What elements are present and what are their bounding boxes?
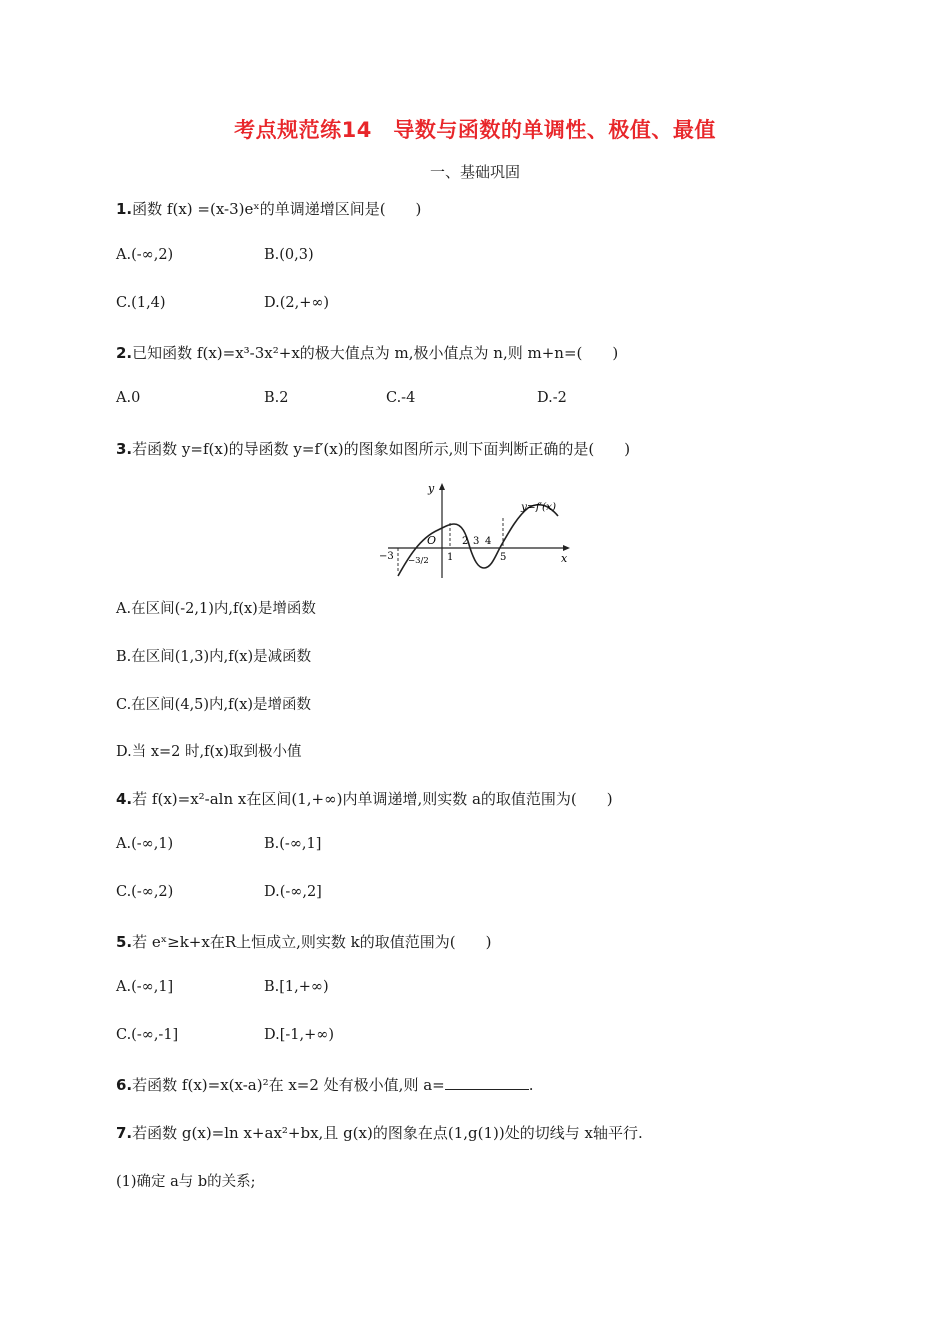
- tick-label: 2: [462, 536, 469, 547]
- option-b: B.2: [264, 390, 289, 406]
- tick-label: 1: [447, 552, 454, 563]
- y-axis-label: y: [428, 482, 435, 495]
- question-7: [116, 1122, 643, 1143]
- option-c: C.在区间(4,5)内,f(x)是增函数: [116, 697, 312, 713]
- option-b: B.(0,3): [264, 247, 314, 263]
- question-1: [116, 198, 421, 219]
- question-5: [116, 931, 491, 952]
- y-axis-arrow: [439, 483, 445, 490]
- question-number: 5.: [116, 933, 133, 951]
- option-d: D.-2: [537, 390, 567, 406]
- question-6: [116, 1074, 534, 1095]
- tick-label: 4: [485, 536, 492, 547]
- option-a: A.在区间(-2,1)内,f(x)是增函数: [116, 601, 316, 617]
- option-c: C.(1,4): [116, 295, 166, 311]
- question-4: [116, 788, 613, 809]
- question-number: 7.: [116, 1124, 133, 1142]
- x-axis-label: x: [561, 552, 568, 565]
- question-number: 3.: [116, 440, 133, 458]
- page-title: 考点规范练14 导数与函数的单调性、极值、最值: [234, 118, 716, 142]
- question-stem: 已知函数 f(x)=x³-3x²+x的极大值点为 m,极小值点为 n,则 m+n=( ): [132, 344, 619, 362]
- question-stem: 若函数 y=f(x)的导函数 y=f′(x)的图象如图所示,则下面判断正确的是( ): [132, 440, 631, 458]
- option-a: A.(-∞,1]: [116, 979, 174, 995]
- option-d: D.(-∞,2]: [264, 884, 322, 900]
- option-d: D.[-1,+∞): [264, 1027, 334, 1043]
- option-b: B.在区间(1,3)内,f(x)是减函数: [116, 649, 312, 665]
- curve-label: y=f′(x): [521, 501, 557, 513]
- section-heading: 一、基础巩固: [429, 163, 520, 181]
- option-c: C.(-∞,-1]: [116, 1027, 179, 1043]
- question-3: [116, 438, 630, 459]
- question-stem: 若 f(x)=x²-aln x在区间(1,+∞)内单调递增,则实数 a的取值范围为( ): [132, 790, 613, 808]
- question-number: 1.: [116, 200, 133, 218]
- x-axis-arrow: [563, 545, 570, 551]
- option-a: A.0: [116, 390, 141, 406]
- question-number: 4.: [116, 790, 133, 808]
- question-stem: 若函数 g(x)=ln x+ax²+bx,且 g(x)的图象在点(1,g(1))处的切线与 x轴平行.: [132, 1124, 643, 1142]
- option-a: A.(-∞,1): [116, 836, 174, 852]
- tick-label: 5: [500, 552, 507, 563]
- tick-label: −3: [379, 551, 394, 562]
- option-a: A.(-∞,2): [116, 247, 174, 263]
- option-b: B.[1,+∞): [264, 979, 329, 995]
- origin-label: O: [427, 534, 437, 547]
- question-number: 6.: [116, 1076, 133, 1094]
- derivative-graph: [378, 478, 578, 582]
- question-stem: 函数 f(x) =(x-3)eˣ的单调递增区间是( ): [132, 200, 422, 218]
- option-b: B.(-∞,1]: [264, 836, 322, 852]
- question-2: [116, 342, 618, 363]
- tick-label: −3/2: [408, 556, 429, 566]
- question-stem: 若 eˣ≥k+x在R上恒成立,则实数 k的取值范围为( ): [132, 933, 492, 951]
- option-c: C.(-∞,2): [116, 884, 174, 900]
- option-d: D.(2,+∞): [264, 295, 330, 311]
- option-c: C.-4: [386, 390, 416, 406]
- option-d: D.当 x=2 时,f(x)取到极小值: [116, 744, 302, 760]
- sub-question: (1)确定 a与 b的关系;: [116, 1174, 256, 1190]
- answer-blank[interactable]: [445, 1075, 529, 1090]
- question-tail: .: [528, 1076, 534, 1094]
- question-stem: 若函数 f(x)=x(x-a)²在 x=2 处有极小值,则 a=: [132, 1076, 445, 1094]
- tick-label: 3: [473, 536, 480, 547]
- question-number: 2.: [116, 344, 133, 362]
